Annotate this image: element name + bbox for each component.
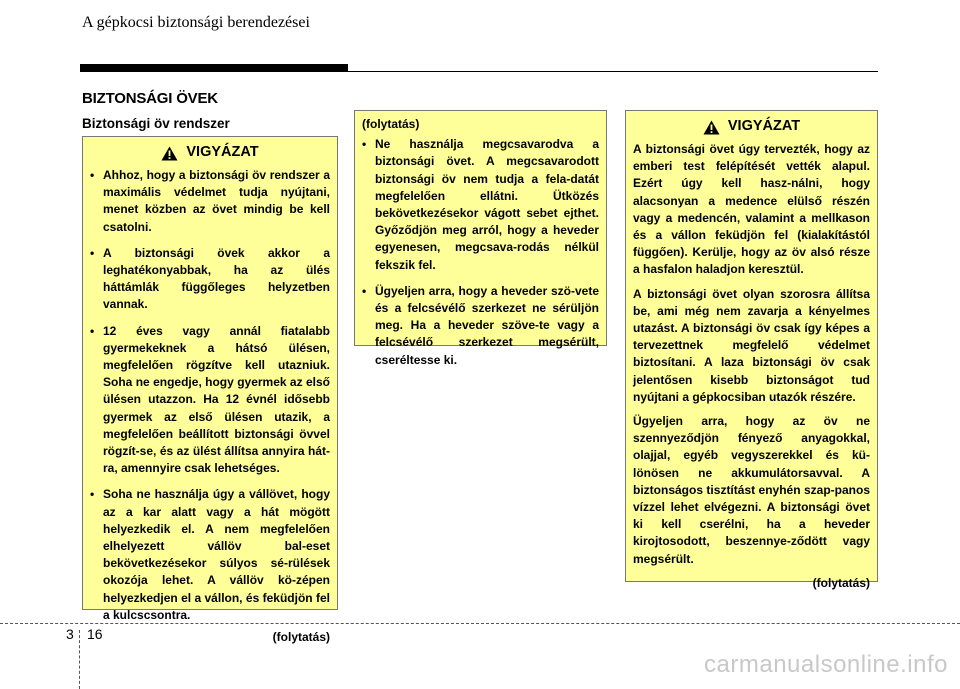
warning-box-right xyxy=(625,110,878,590)
warning-paragraph: A biztonsági övet olyan szorosra állítsa be, ami még nem zavarja a kényelmes utazást. A biztonsági öv csak így képes a tervezettnek megfelelő védelmet biztosítani. A laza biztonsági öv csak jelentősen kisebb biztonságot tud nyújtani a gépkocsiban utazók részére. xyxy=(633,286,870,404)
list-item: • Ne használja megcsavarodva a biztonsági övet. A megcsavarodott biztonsági öv nem tudja a fela-datát megfelelően ellátni. Ütközés bekövetkezésekor vágott sebet ejthet. Győződjön meg arról, hogy a heveder egyenesen, megcsava-rodás nélkül fekszik fel. xyxy=(362,136,599,274)
warning-heading-text: VIGYÁZAT xyxy=(727,118,801,135)
continued-heading: (folytatás) xyxy=(362,117,420,131)
warning-triangle-icon xyxy=(161,146,178,161)
warning-triangle-icon xyxy=(703,120,720,135)
chapter-number: 3 xyxy=(66,626,74,642)
header-rule-thin xyxy=(80,71,878,72)
watermark: carmanualsonline.info xyxy=(704,651,948,678)
list-item: • Ügyeljen arra, hogy a heveder szö-vete és a felcsévélő szerkezet ne sérüljön meg. Ha a heveder szöve-te vagy a felcsévélő szerkezet megsérült, cseréltesse ki. xyxy=(362,283,599,369)
section-title: BIZTONSÁGI ÖVEK xyxy=(82,90,218,107)
warning-list xyxy=(362,136,599,369)
continued-label: (folytatás) xyxy=(272,630,330,645)
warning-heading xyxy=(633,117,870,137)
footer-dashed-divider xyxy=(79,630,80,689)
list-item: • Ahhoz, hogy a biztonsági öv rendszer a maximális védelmet tudja nyújtani, menet közben az övet mindig be kell csatolni. xyxy=(90,167,330,236)
warning-list xyxy=(90,167,330,624)
page-header-title: A gépkocsi biztonsági berendezései xyxy=(82,14,310,31)
page-number: 16 xyxy=(87,626,103,642)
warning-heading xyxy=(90,143,330,163)
header-rule-thick xyxy=(80,64,348,71)
warning-paragraph: A biztonsági övet úgy tervezték, hogy az emberi test felépítését vették alapul. Ezért úgy kell hasz-nálni, hogy alacsonyan a medence elülső részén vagy a medencén, valamint a mellkason és a vállon feküdjön fel (kialakítástól függően). Kerülje, hogy az öv alsó része a hasfalon haladjon keresztül. xyxy=(633,142,870,277)
continued-label: (folytatás) xyxy=(812,575,870,590)
warning-paragraph: Ügyeljen arra, hogy az öv ne szennyeződjön fényező anyagokkal, olajjal, egyéb vegyszerekkel és kü-lönösen ne akkumulátorsavval. A biztonságos tisztítást enyhén szap-panos vízzel lehet elvégezni. A biztonsági övet ki kell cserélni, ha a heveder kirojtosodott, beszennye-ződött vagy megsérült. xyxy=(633,414,870,566)
section-subtitle: Biztonsági öv rendszer xyxy=(82,116,230,131)
list-item: • Soha ne használja úgy a vállövet, hogy az a kar alatt vagy a hát mögött helyezkedik el. A nem megfelelően elhelyezett vállöv bal-eset bekövetkezésekor súlyos sé-rülések okozója lehet. A vállöv kö-zépen helyezkedjen el a vállon, és feküdjön fel a kulcscsontra. xyxy=(90,486,330,624)
list-item: • A biztonsági övek akkor a leghatékonyabbak, ha az ülés háttámlák függőleges helyzetben vannak. xyxy=(90,245,330,314)
footer-dashed-rule xyxy=(0,623,960,624)
warning-heading-text: VIGYÁZAT xyxy=(186,144,259,161)
warning-box-middle xyxy=(354,110,607,367)
list-item: • 12 éves vagy annál fiatalabb gyermekeknek a hátsó ülésen, megfelelően rögzítve kell utazniuk. Soha ne engedje, hogy gyermek az első ülésen utazzon. Ha 12 évnél idősebb gyermek az első ülésen utazik, a megfelelően beállított biztonsági övvel rögzít-se, és az ülést állítsa annyira hát-ra, amennyire csak lehetséges. xyxy=(90,323,330,478)
